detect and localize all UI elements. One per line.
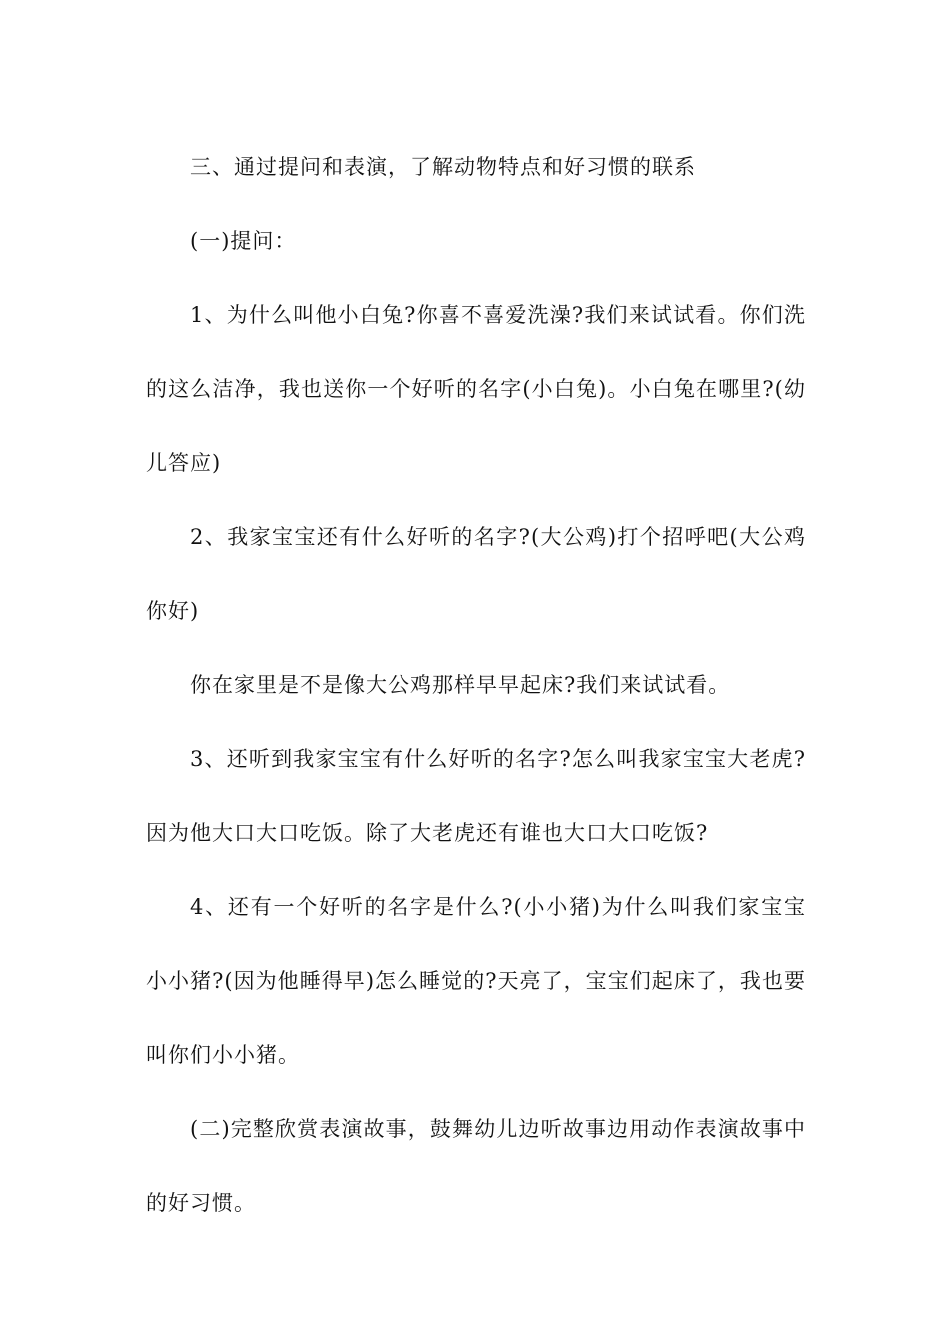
question-4-paragraph: 4、还有一个好听的名字是什么?(小小猪)为什么叫我们家宝宝小小猪?(因为他睡得早)怎么睡觉的?天亮了，宝宝们起床了，我也要叫你们小小猪。 [146, 895, 806, 1067]
question-1-paragraph: 1、为什么叫他小白兔?你喜不喜爱洗澡?我们来试试看。你们洗的这么洁净，我也送你一个好听的名字(小白兔)。小白兔在哪里?(幼儿答应) [146, 303, 806, 475]
section-heading: 三、通过提问和表演，了解动物特点和好习惯的联系 [190, 155, 696, 179]
subsection-2-paragraph: (二)完整欣赏表演故事，鼓舞幼儿边听故事边用动作表演故事中的好习惯。 [146, 1117, 806, 1215]
subsection-heading: (一)提问： [190, 229, 297, 253]
question-3-paragraph: 3、还听到我家宝宝有什么好听的名字?怎么叫我家宝宝大老虎?因为他大口大口吃饭。除了大老虎还有谁也大口大口吃饭? [146, 747, 806, 845]
question-2-followup-paragraph: 你在家里是不是像大公鸡那样早早起床?我们来试试看。 [190, 673, 731, 697]
question-2-paragraph: 2、我家宝宝还有什么好听的名字?(大公鸡)打个招呼吧(大公鸡你好) [146, 525, 806, 623]
document-body [146, 130, 806, 1240]
